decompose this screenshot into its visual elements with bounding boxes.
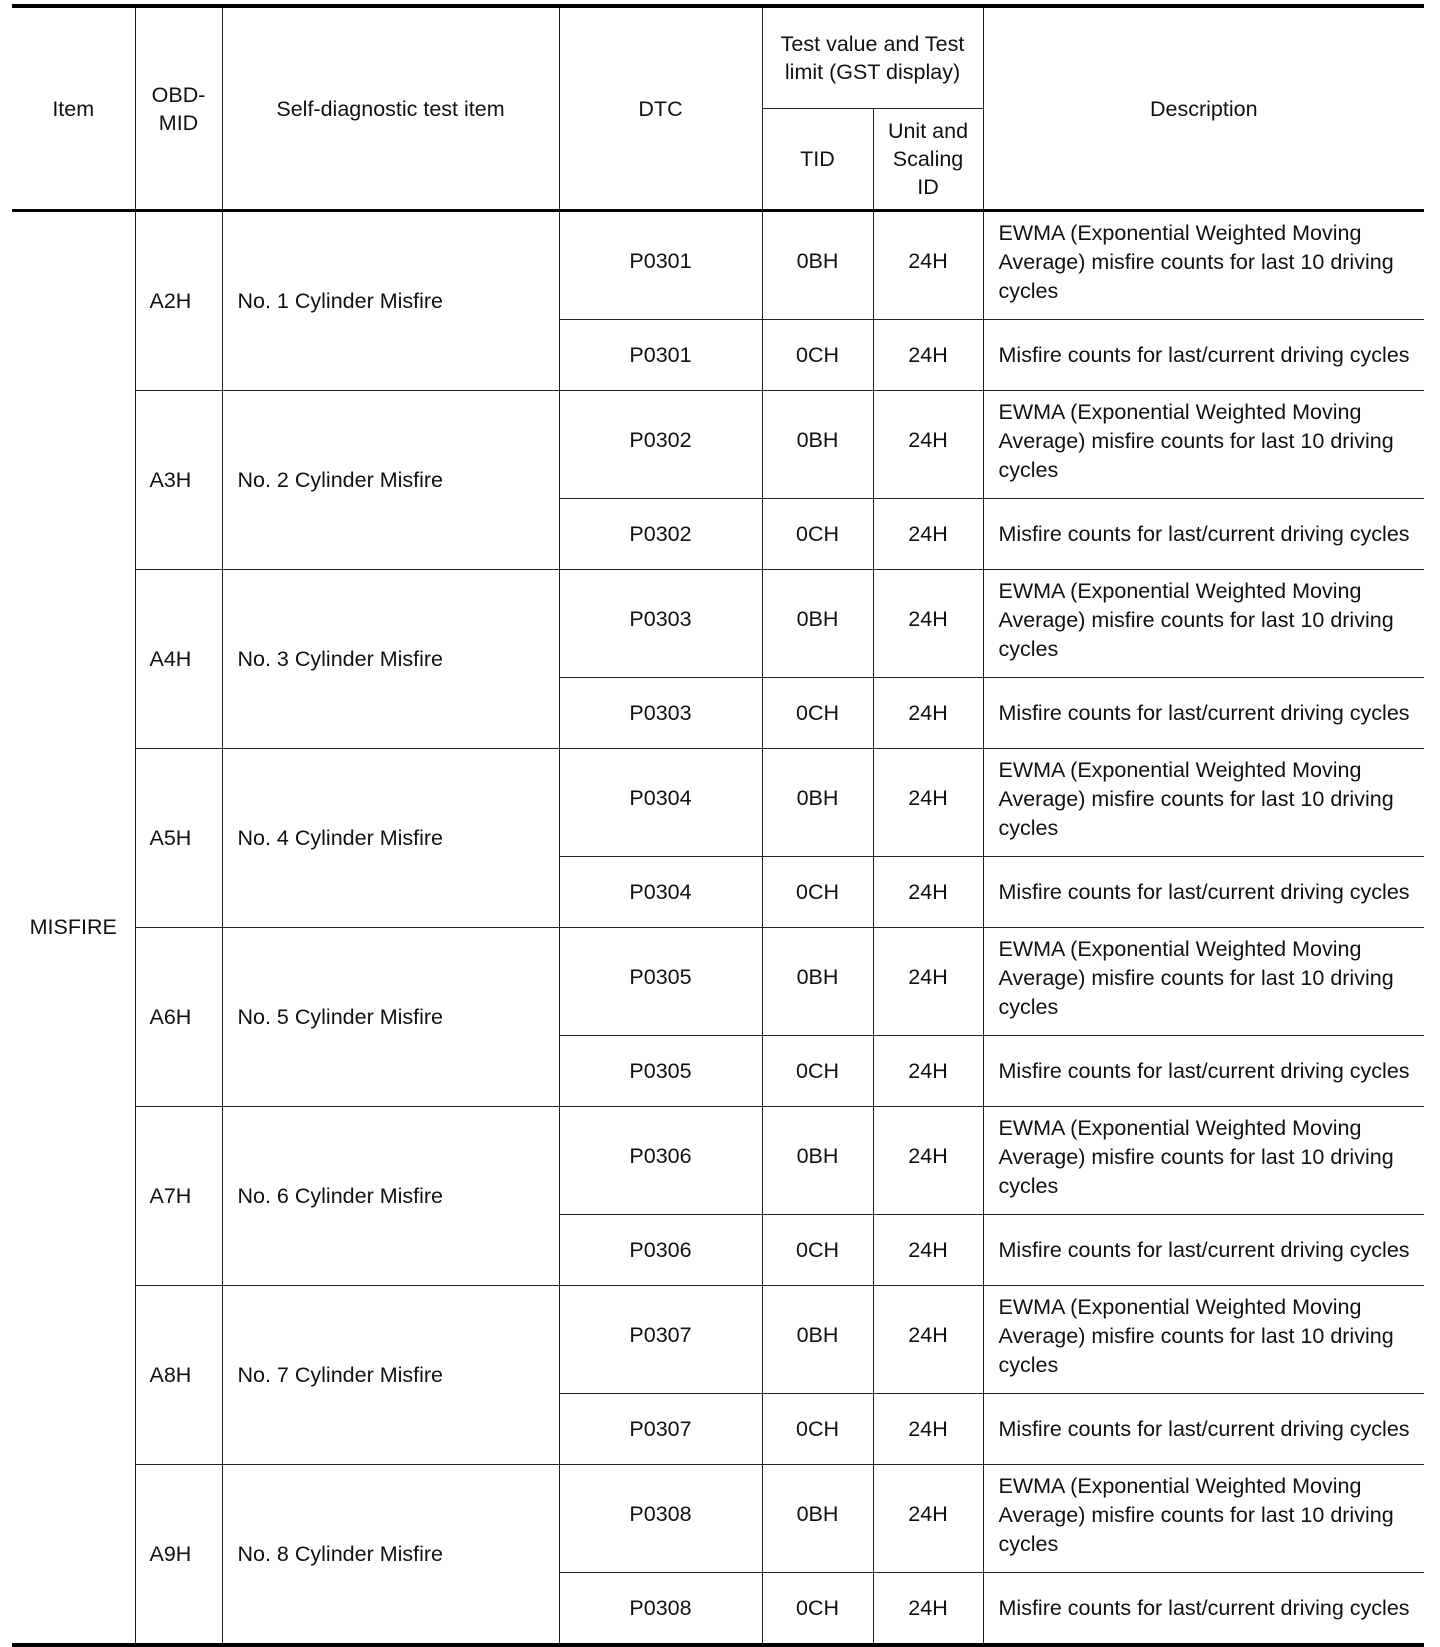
unit-scaling-cell: 24H	[873, 1036, 983, 1107]
unit-scaling-cell: 24H	[873, 1215, 983, 1286]
dtc-cell: P0304	[559, 749, 762, 857]
table-row	[12, 1286, 1424, 1394]
table-row	[12, 1465, 1424, 1573]
header-test-value-group: Test value and Test limit (GST display)	[762, 6, 983, 109]
tid-cell: 0CH	[762, 857, 873, 928]
obd-mid-cell: A8H	[135, 1286, 222, 1465]
dtc-cell: P0307	[559, 1286, 762, 1394]
description-cell: Misfire counts for last/current driving cycles	[983, 1394, 1424, 1465]
dtc-cell: P0307	[559, 1394, 762, 1465]
description-cell: Misfire counts for last/current driving cycles	[983, 857, 1424, 928]
table-row	[12, 1107, 1424, 1215]
obd-mid-cell: A3H	[135, 391, 222, 570]
tid-cell: 0CH	[762, 320, 873, 391]
dtc-cell: P0306	[559, 1107, 762, 1215]
unit-scaling-cell: 24H	[873, 1286, 983, 1394]
dtc-cell: P0301	[559, 211, 762, 320]
dtc-cell: P0304	[559, 857, 762, 928]
unit-scaling-cell: 24H	[873, 857, 983, 928]
description-cell: Misfire counts for last/current driving cycles	[983, 678, 1424, 749]
tid-cell: 0CH	[762, 1394, 873, 1465]
unit-scaling-cell: 24H	[873, 499, 983, 570]
unit-scaling-cell: 24H	[873, 391, 983, 499]
misfire-test-table	[12, 4, 1424, 1647]
table-row	[12, 391, 1424, 499]
test-item-cell: No. 6 Cylinder Misfire	[222, 1107, 559, 1286]
test-item-cell: No. 7 Cylinder Misfire	[222, 1286, 559, 1465]
test-item-cell: No. 5 Cylinder Misfire	[222, 928, 559, 1107]
dtc-cell: P0305	[559, 928, 762, 1036]
tid-cell: 0BH	[762, 570, 873, 678]
tid-cell: 0CH	[762, 499, 873, 570]
tid-cell: 0BH	[762, 391, 873, 499]
description-cell: EWMA (Exponential Weighted Moving Average) misfire counts for last 10 driving cycles	[983, 1286, 1424, 1394]
obd-mid-cell: A7H	[135, 1107, 222, 1286]
table-row	[12, 749, 1424, 857]
unit-scaling-cell: 24H	[873, 211, 983, 320]
description-cell: EWMA (Exponential Weighted Moving Average) misfire counts for last 10 driving cycles	[983, 749, 1424, 857]
test-item-cell: No. 8 Cylinder Misfire	[222, 1465, 559, 1646]
header-unit-scaling: Unit and Scaling ID	[873, 109, 983, 211]
test-item-cell: No. 2 Cylinder Misfire	[222, 391, 559, 570]
unit-scaling-cell: 24H	[873, 1107, 983, 1215]
header-test-item: Self-diagnostic test item	[222, 6, 559, 211]
obd-mid-cell: A2H	[135, 211, 222, 391]
dtc-cell: P0306	[559, 1215, 762, 1286]
description-cell: EWMA (Exponential Weighted Moving Average) misfire counts for last 10 driving cycles	[983, 928, 1424, 1036]
unit-scaling-cell: 24H	[873, 678, 983, 749]
description-cell: Misfire counts for last/current driving cycles	[983, 499, 1424, 570]
tid-cell: 0CH	[762, 1573, 873, 1646]
test-item-cell: No. 4 Cylinder Misfire	[222, 749, 559, 928]
tid-cell: 0CH	[762, 1215, 873, 1286]
description-cell: Misfire counts for last/current driving cycles	[983, 320, 1424, 391]
dtc-cell: P0308	[559, 1573, 762, 1646]
header-item: Item	[12, 6, 135, 211]
unit-scaling-cell: 24H	[873, 1465, 983, 1573]
header-dtc: DTC	[559, 6, 762, 211]
unit-scaling-cell: 24H	[873, 1573, 983, 1646]
header-tid: TID	[762, 109, 873, 211]
description-cell: EWMA (Exponential Weighted Moving Average) misfire counts for last 10 driving cycles	[983, 1465, 1424, 1573]
obd-mid-cell: A4H	[135, 570, 222, 749]
unit-scaling-cell: 24H	[873, 1394, 983, 1465]
obd-mid-cell: A5H	[135, 749, 222, 928]
tid-cell: 0BH	[762, 749, 873, 857]
unit-scaling-cell: 24H	[873, 570, 983, 678]
header-description: Description	[983, 6, 1424, 211]
dtc-cell: P0301	[559, 320, 762, 391]
test-item-cell: No. 3 Cylinder Misfire	[222, 570, 559, 749]
unit-scaling-cell: 24H	[873, 749, 983, 857]
tid-cell: 0BH	[762, 1465, 873, 1573]
tid-cell: 0BH	[762, 211, 873, 320]
tid-cell: 0BH	[762, 1286, 873, 1394]
obd-mid-cell: A9H	[135, 1465, 222, 1646]
description-cell: EWMA (Exponential Weighted Moving Average) misfire counts for last 10 driving cycles	[983, 1107, 1424, 1215]
table-row	[12, 570, 1424, 678]
tid-cell: 0CH	[762, 1036, 873, 1107]
dtc-cell: P0302	[559, 499, 762, 570]
dtc-cell: P0303	[559, 678, 762, 749]
description-cell: Misfire counts for last/current driving cycles	[983, 1036, 1424, 1107]
test-item-cell: No. 1 Cylinder Misfire	[222, 211, 559, 391]
description-cell: Misfire counts for last/current driving cycles	[983, 1573, 1424, 1646]
table-body	[12, 211, 1424, 1646]
tid-cell: 0CH	[762, 678, 873, 749]
tid-cell: 0BH	[762, 1107, 873, 1215]
table-row	[12, 211, 1424, 320]
description-cell: EWMA (Exponential Weighted Moving Average) misfire counts for last 10 driving cycles	[983, 211, 1424, 320]
item-cell: MISFIRE	[12, 211, 135, 1646]
dtc-cell: P0308	[559, 1465, 762, 1573]
header-obd-mid: OBD-MID	[135, 6, 222, 211]
description-cell: EWMA (Exponential Weighted Moving Average) misfire counts for last 10 driving cycles	[983, 570, 1424, 678]
dtc-cell: P0303	[559, 570, 762, 678]
dtc-cell: P0305	[559, 1036, 762, 1107]
obd-mid-cell: A6H	[135, 928, 222, 1107]
unit-scaling-cell: 24H	[873, 928, 983, 1036]
table-row	[12, 928, 1424, 1036]
unit-scaling-cell: 24H	[873, 320, 983, 391]
description-cell: EWMA (Exponential Weighted Moving Average) misfire counts for last 10 driving cycles	[983, 391, 1424, 499]
tid-cell: 0BH	[762, 928, 873, 1036]
description-cell: Misfire counts for last/current driving cycles	[983, 1215, 1424, 1286]
dtc-cell: P0302	[559, 391, 762, 499]
